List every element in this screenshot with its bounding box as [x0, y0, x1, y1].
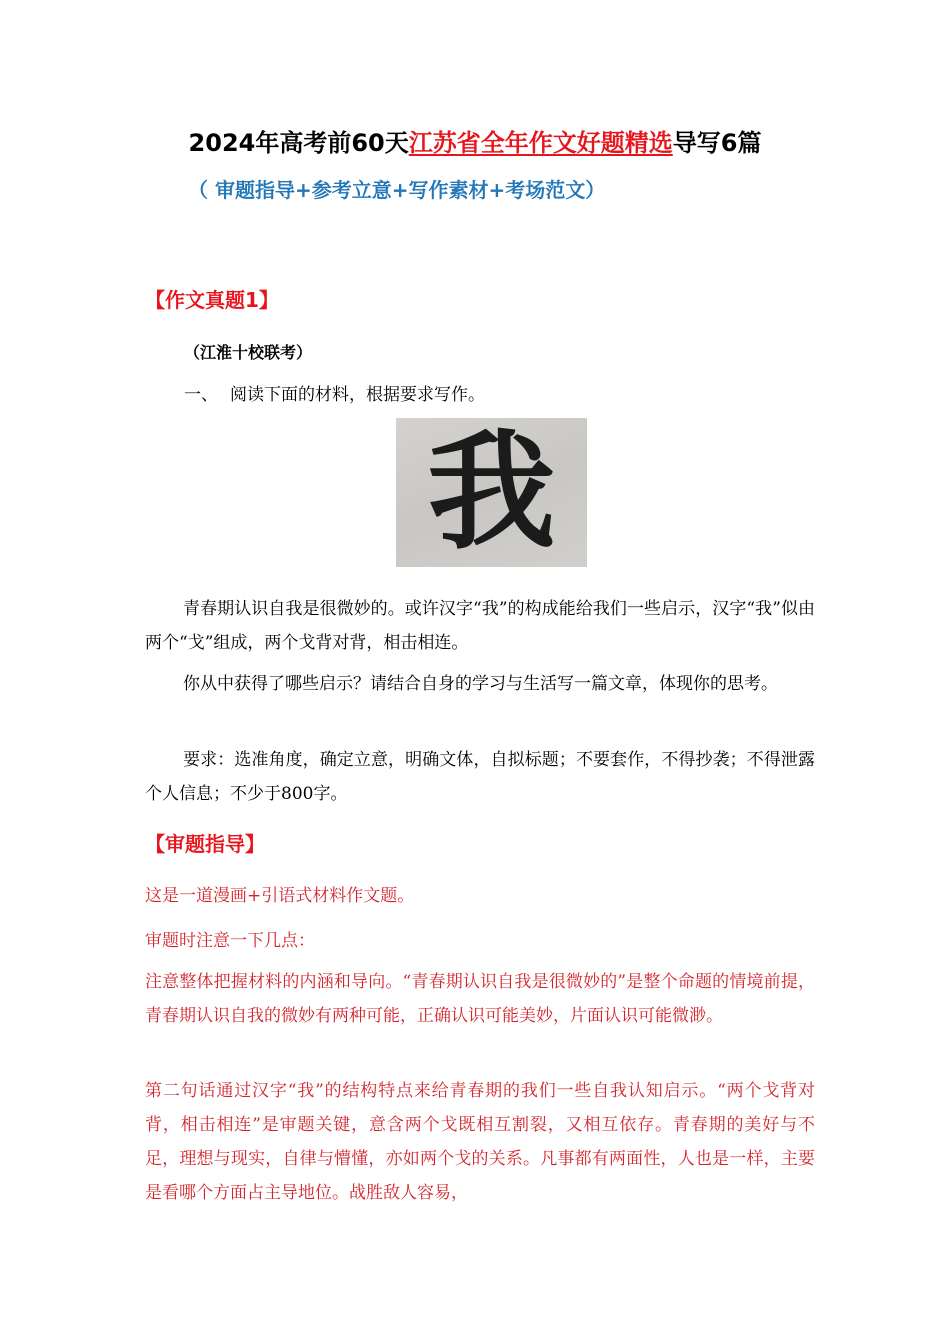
guide-heading: 【审题指导】: [145, 832, 265, 856]
material-paragraph-2: 你从中获得了哪些启示？请结合自身的学习与生活写一篇文章，体现你的思考。: [183, 674, 778, 694]
guide-paragraph-3: 注意整体把握材料的内涵和导向。“青春期认识自我是很微妙的”是整个命题的情境前提，青春期认识自我的微妙有两种可能，正确认识可能美妙，片面认识可能微渺。: [145, 972, 815, 1026]
guide-paragraph-4: 第二句话通过汉字“我”的结构特点来给青春期的我们一些自我认知启示。“两个戈背对背，相击相连”是审题关键，意含两个戈既相互割裂，又相互依存。青春期的美好与不足，理想与现实，自律与懵懂，亦如两个戈的关系。凡事都有两面性，人也是一样，主要是看哪个方面占主导地位。战胜敌人容易，: [145, 1081, 815, 1203]
title-highlight: 江苏省全年作文好题精选: [408, 129, 673, 157]
guide-paragraph-1: 这是一道漫画+引语式材料作文题。: [145, 886, 415, 906]
material-paragraph-1: 青春期认识自我是很微妙的。或许汉字“我”的构成能给我们一些启示，汉字“我”似由两个“戈”组成，两个戈背对背，相击相连。: [145, 599, 815, 653]
title-prefix: 2024年高考前60天: [188, 129, 409, 157]
item-number: 一、: [184, 385, 218, 405]
guide-paragraph-2: 审题时注意一下几点：: [145, 931, 315, 951]
document-title: [0, 126, 950, 160]
question-item: [184, 382, 485, 408]
character-glyph: 我: [427, 417, 556, 567]
document-subtitle: （ 审题指导+参考立意+写作素材+考场范文）: [188, 178, 606, 202]
question-heading: 【作文真题1】: [145, 288, 279, 312]
requirement-paragraph: 要求：选准角度，确定立意，明确文体，自拟标题；不要套作，不得抄袭；不得泄露个人信息；不少于800字。: [145, 750, 815, 804]
character-image: [396, 418, 587, 567]
title-suffix: 导写6篇: [672, 129, 762, 157]
question-source: （江淮十校联考）: [184, 343, 313, 362]
item-text: 阅读下面的材料，根据要求写作。: [230, 385, 485, 405]
